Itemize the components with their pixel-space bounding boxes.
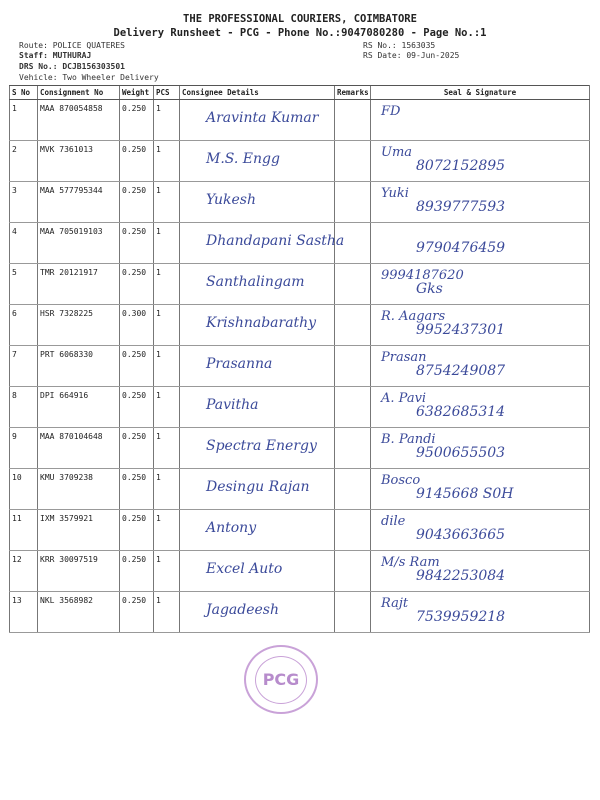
cell-consignment-no: HSR 7328225 — [38, 305, 120, 346]
cell-consignee — [180, 264, 335, 305]
table-header-row — [10, 86, 590, 100]
table-row — [10, 141, 590, 182]
cell-remarks — [335, 551, 371, 592]
signature-phone: 8939777593 — [416, 199, 506, 215]
col-sno: S No — [10, 86, 38, 100]
cell-weight: 0.250 — [120, 100, 154, 141]
signature-name: M/s Ram — [381, 555, 440, 570]
table-row — [10, 223, 590, 264]
cell-consignee — [180, 551, 335, 592]
col-pcs: PCS — [154, 86, 180, 100]
cell-weight: 0.250 — [120, 592, 154, 633]
table-row — [10, 264, 590, 305]
col-consignment: Consignment No — [38, 86, 120, 100]
signature-phone: 9790476459 — [416, 240, 506, 256]
table-row — [10, 510, 590, 551]
signature-phone: 9145668 S0H — [416, 486, 514, 502]
table-row — [10, 428, 590, 469]
cell-weight: 0.250 — [120, 182, 154, 223]
cell-consignment-no: KMU 3709238 — [38, 469, 120, 510]
cell-remarks — [335, 305, 371, 346]
consignee-handwriting: Aravinta Kumar — [206, 110, 319, 126]
cell-pcs: 1 — [154, 510, 180, 551]
cell-signature — [371, 469, 590, 510]
cell-sno: 1 — [10, 100, 38, 141]
table-row — [10, 387, 590, 428]
cell-consignee — [180, 305, 335, 346]
drs-label: DRS No.: — [19, 62, 58, 71]
consignee-handwriting: Excel Auto — [206, 561, 283, 577]
consignee-handwriting: Krishnabarathy — [206, 315, 317, 331]
consignee-handwriting: Yukesh — [206, 192, 257, 208]
cell-remarks — [335, 510, 371, 551]
cell-signature — [371, 510, 590, 551]
cell-pcs: 1 — [154, 305, 180, 346]
cell-weight: 0.300 — [120, 305, 154, 346]
cell-pcs: 1 — [154, 551, 180, 592]
signature-phone: Gks — [416, 281, 443, 297]
cell-remarks — [335, 264, 371, 305]
signature-name: R. Aagars — [381, 309, 446, 324]
table-row — [10, 592, 590, 633]
cell-remarks — [335, 141, 371, 182]
cell-remarks — [335, 346, 371, 387]
signature-phone: 8754249087 — [416, 363, 506, 379]
cell-sno: 7 — [10, 346, 38, 387]
table-row — [10, 100, 590, 141]
table-row — [10, 305, 590, 346]
cell-signature — [371, 551, 590, 592]
staff-label: Staff: — [19, 51, 48, 60]
runsheet-table — [9, 85, 590, 633]
cell-consignment-no: NKL 3568982 — [38, 592, 120, 633]
cell-sno: 3 — [10, 182, 38, 223]
consignee-handwriting: Antony — [206, 520, 257, 536]
cell-pcs: 1 — [154, 469, 180, 510]
cell-remarks — [335, 592, 371, 633]
cell-signature — [371, 346, 590, 387]
signature-name: Uma — [381, 145, 413, 160]
signature-phone: 7539959218 — [416, 609, 506, 625]
cell-signature — [371, 592, 590, 633]
cell-pcs: 1 — [154, 592, 180, 633]
cell-signature — [371, 264, 590, 305]
cell-consignee — [180, 346, 335, 387]
route-label: Route: POLICE QUATERES — [19, 41, 125, 50]
cell-remarks — [335, 469, 371, 510]
cell-consignment-no: KRR 30097519 — [38, 551, 120, 592]
cell-sno: 6 — [10, 305, 38, 346]
cell-pcs: 1 — [154, 223, 180, 264]
cell-sno: 13 — [10, 592, 38, 633]
signature-name: Yuki — [381, 186, 409, 201]
cell-signature — [371, 223, 590, 264]
cell-weight: 0.250 — [120, 223, 154, 264]
consignee-handwriting: Dhandapani Sastha — [206, 233, 345, 249]
cell-consignment-no: IXM 3579921 — [38, 510, 120, 551]
col-signature: Seal & Signature — [371, 86, 590, 100]
cell-pcs: 1 — [154, 182, 180, 223]
cell-consignee — [180, 428, 335, 469]
consignee-handwriting: Prasanna — [206, 356, 273, 372]
signature-name: A. Pavi — [381, 391, 427, 406]
consignee-handwriting: Pavitha — [206, 397, 259, 413]
cell-remarks — [335, 387, 371, 428]
cell-sno: 8 — [10, 387, 38, 428]
cell-pcs: 1 — [154, 100, 180, 141]
cell-weight: 0.250 — [120, 510, 154, 551]
signature-phone: 6382685314 — [416, 404, 506, 420]
table-row — [10, 551, 590, 592]
signature-name: Bosco — [381, 473, 421, 488]
cell-sno: 4 — [10, 223, 38, 264]
table-row — [10, 469, 590, 510]
staff-name: MUTHURAJ — [52, 51, 92, 60]
cell-consignment-no: DPI 664916 — [38, 387, 120, 428]
cell-consignment-no: PRT 6068330 — [38, 346, 120, 387]
signature-name: B. Pandi — [381, 432, 436, 447]
consignee-handwriting: Spectra Energy — [206, 438, 317, 454]
cell-consignee — [180, 469, 335, 510]
cell-weight: 0.250 — [120, 346, 154, 387]
signature-phone: 8072152895 — [416, 158, 506, 174]
cell-consignee — [180, 100, 335, 141]
signature-name: FD — [381, 104, 401, 119]
cell-weight: 0.250 — [120, 264, 154, 305]
vehicle-label: Vehicle: Two Wheeler Delivery — [19, 73, 159, 82]
cell-signature — [371, 387, 590, 428]
signature-name: Prasan — [381, 350, 427, 365]
consignee-handwriting: M.S. Engg — [206, 151, 280, 167]
cell-sno: 5 — [10, 264, 38, 305]
cell-weight: 0.250 — [120, 551, 154, 592]
cell-signature — [371, 428, 590, 469]
cell-consignment-no: MVK 7361013 — [38, 141, 120, 182]
cell-pcs: 1 — [154, 346, 180, 387]
signature-name: Rajt — [381, 596, 409, 611]
cell-sno: 11 — [10, 510, 38, 551]
cell-pcs: 1 — [154, 141, 180, 182]
rs-date: RS Date: 09-Jun-2025 — [363, 51, 460, 60]
cell-consignee — [180, 182, 335, 223]
cell-pcs: 1 — [154, 387, 180, 428]
col-remarks: Remarks — [335, 86, 371, 100]
table-row — [10, 182, 590, 223]
signature-phone: 9043663665 — [416, 527, 506, 543]
cell-consignment-no: MAA 870054858 — [38, 100, 120, 141]
pcg-stamp-text: PCG — [262, 670, 300, 689]
cell-consignee — [180, 141, 335, 182]
signature-phone: 9500655503 — [416, 445, 506, 461]
cell-consignee — [180, 387, 335, 428]
pcg-stamp — [244, 645, 318, 714]
runsheet-title: Delivery Runsheet - PCG - Phone No.:9047080280 - Page No.:1 — [113, 27, 487, 39]
signature-name: 9994187620 — [381, 268, 464, 283]
col-consignee: Consignee Details — [180, 86, 335, 100]
signature-phone: 9952437301 — [416, 322, 506, 338]
cell-pcs: 1 — [154, 428, 180, 469]
cell-sno: 10 — [10, 469, 38, 510]
cell-signature — [371, 100, 590, 141]
pcg-stamp-inner — [255, 656, 307, 704]
cell-pcs: 1 — [154, 264, 180, 305]
table-row — [10, 346, 590, 387]
cell-weight: 0.250 — [120, 387, 154, 428]
drs-number: DCJB156303501 — [62, 62, 125, 71]
consignee-handwriting: Santhalingam — [206, 274, 305, 290]
signature-phone: 9842253084 — [416, 568, 506, 584]
cell-consignee — [180, 223, 345, 264]
cell-sno: 9 — [10, 428, 38, 469]
consignee-handwriting: Desingu Rajan — [206, 479, 310, 495]
cell-weight: 0.250 — [120, 469, 154, 510]
consignee-handwriting: Jagadeesh — [206, 602, 280, 618]
cell-signature — [371, 141, 590, 182]
cell-sno: 2 — [10, 141, 38, 182]
cell-consignment-no: MAA 705019103 — [38, 223, 120, 264]
cell-consignee — [180, 592, 335, 633]
cell-consignment-no: MAA 870104648 — [38, 428, 120, 469]
cell-signature — [371, 305, 590, 346]
drs-info — [19, 62, 125, 71]
staff-info — [19, 51, 91, 60]
cell-weight: 0.250 — [120, 428, 154, 469]
cell-remarks — [335, 100, 371, 141]
col-weight: Weight — [120, 86, 154, 100]
company-title: THE PROFESSIONAL COURIERS, COIMBATORE — [183, 13, 417, 25]
rs-number: RS No.: 1563035 — [363, 41, 436, 50]
signature-name: dile — [381, 514, 406, 529]
cell-signature — [371, 182, 590, 223]
cell-weight: 0.250 — [120, 141, 154, 182]
cell-sno: 12 — [10, 551, 38, 592]
cell-remarks — [335, 428, 371, 469]
cell-remarks — [335, 182, 371, 223]
cell-consignee — [180, 510, 335, 551]
cell-consignment-no: MAA 577795344 — [38, 182, 120, 223]
cell-consignment-no: TMR 20121917 — [38, 264, 120, 305]
